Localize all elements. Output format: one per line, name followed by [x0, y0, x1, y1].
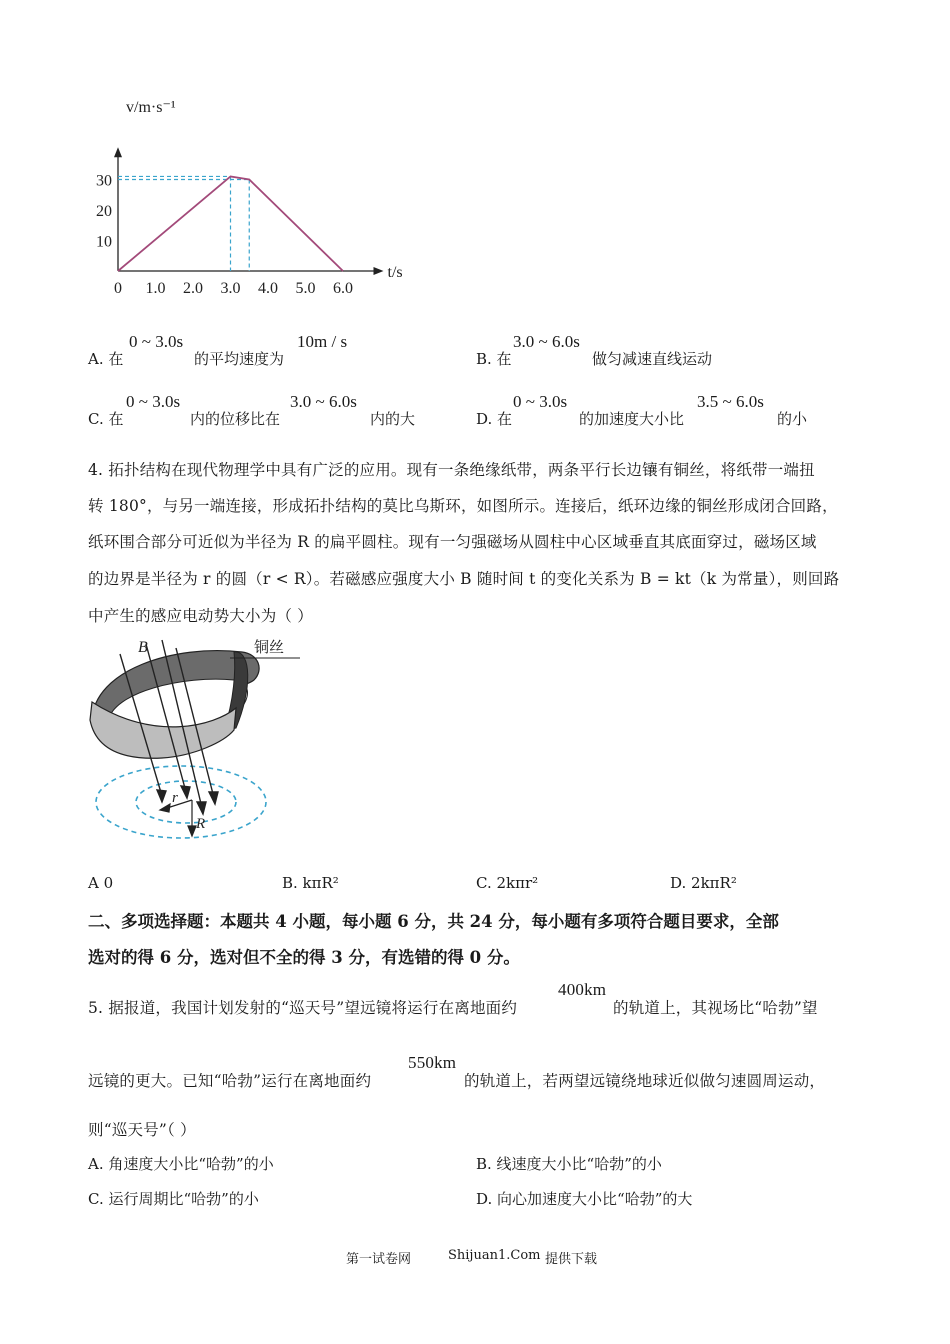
- q3-d-post: 的小: [777, 410, 808, 428]
- q5-line-1: [88, 980, 868, 1020]
- y-tick-label-1: 20: [96, 203, 112, 220]
- label-r: r: [172, 790, 178, 806]
- footer-download: 提供下载: [545, 1252, 598, 1267]
- q5-line-2: [88, 1053, 868, 1093]
- q4-line-1: 4. 拓扑结构在现代物理学中具有广泛的应用。现有一条绝缘纸带，两条平行长边镶有铜丝，将纸带一端扭: [88, 461, 815, 479]
- x-tick-label-6: 6.0: [333, 280, 353, 297]
- x-axis-arrow: [374, 267, 384, 275]
- q3-c-mid: 内的位移比在: [190, 410, 281, 428]
- y-tick-label-0: 10: [96, 233, 112, 251]
- q5-option-a[interactable]: A. 角速度大小比“哈勃”的小: [88, 1155, 274, 1173]
- q5-line-2-post: 的轨道上，若两望远镜绕地球近似做匀速圆周运动，: [464, 1072, 826, 1090]
- q5-line-2-math: 550km: [408, 1053, 457, 1072]
- x-tick-label-1: 1.0: [145, 280, 166, 297]
- q5-line-1-pre: 5. 据报道，我国计划发射的“巡天号”望远镜将运行在离地面约: [88, 999, 518, 1017]
- q3-d-math-2: 3.5 ~ 6.0s: [697, 392, 764, 411]
- label-wire: 铜丝: [254, 640, 285, 656]
- q3-b-prefix: B. 在: [476, 350, 512, 368]
- x-axis-label: t/s: [387, 264, 403, 281]
- q3-c-math-1: 0 ~ 3.0s: [126, 392, 181, 411]
- x-tick-label-4: 4.0: [258, 280, 278, 297]
- q3-a-math-1: 0 ~ 3.0s: [129, 332, 184, 351]
- q5-option-b[interactable]: B. 线速度大小比“哈勃”的小: [476, 1155, 662, 1173]
- q5-option-d[interactable]: D. 向心加速度大小比“哈勃”的大: [476, 1190, 693, 1208]
- q5-line-2-pre: 远镜的更大。已知“哈勃”运行在离地面约: [88, 1072, 372, 1090]
- y-axis-label: v/m·s⁻¹: [126, 99, 176, 116]
- q4-line-4: 的边界是半径为 r 的圆（r < R）。若磁感应强度大小 B 随时间 t 的变化关系为 B = kt（k 为常量），则回路: [88, 570, 840, 588]
- section2-heading-line-1: 二、多项选择题：本题共 4 小题，每小题 6 分，共 24 分，每小题有多项符合题目要求，全部: [88, 912, 779, 931]
- q3-a-math-2: 10m / s: [297, 332, 348, 351]
- q3-c-math-2: 3.0 ~ 6.0s: [290, 392, 357, 411]
- section2-heading-line-2: 选对的得 6 分，选对但不全的得 3 分，有选错的得 0 分。: [88, 948, 520, 967]
- x-tick-label-2: 2.0: [183, 280, 203, 297]
- x-tick-label-0: 0: [114, 280, 122, 297]
- q3-b-post: 做匀减速直线运动: [592, 350, 713, 368]
- q3-c-prefix: C. 在: [88, 410, 124, 428]
- q4-option-b[interactable]: B. kπR²: [282, 874, 339, 892]
- label-R: R: [196, 816, 206, 832]
- q4-option-c[interactable]: C. 2kπr²: [476, 874, 539, 892]
- q4-line-3: 纸环围合部分可近似为半径为 R 的扁平圆柱。现有一匀强磁场从圆柱中心区域垂直其底面穿过，磁场区域: [88, 533, 817, 551]
- y-tick-label-2: 30: [96, 172, 112, 190]
- q3-d-prefix: D. 在: [476, 410, 513, 428]
- vt-chart: [80, 88, 420, 308]
- x-tick-label-3: 3.0: [220, 280, 241, 297]
- q5-line-3: 则“巡天号”（ ）: [88, 1121, 196, 1139]
- q3-d-mid: 的加速度大小比: [579, 410, 685, 428]
- q3-c-post: 内的大: [370, 410, 416, 428]
- q5-line-1-post: 的轨道上，其视场比“哈勃”望: [613, 999, 818, 1017]
- footer-site-name: 第一试卷网: [346, 1252, 412, 1267]
- q3-a-mid: 的平均速度为: [194, 350, 285, 368]
- q3-a-prefix: A. 在: [88, 350, 124, 368]
- q4-option-d[interactable]: D. 2kπR²: [670, 874, 737, 892]
- q5-line-1-math: 400km: [558, 980, 607, 999]
- q3-b-math-1: 3.0 ~ 6.0s: [513, 332, 580, 351]
- q5-option-c[interactable]: C. 运行周期比“哈勃”的小: [88, 1190, 259, 1208]
- mobius-ring-figure: [84, 630, 314, 850]
- q4-option-a[interactable]: A 0: [88, 874, 114, 892]
- footer-site-url[interactable]: Shijuan1.Com: [448, 1248, 541, 1263]
- q3-d-math-1: 0 ~ 3.0s: [513, 392, 568, 411]
- q4-line-5: 中产生的感应电动势大小为（ ）: [88, 607, 313, 625]
- x-tick-label-5: 5.0: [295, 280, 316, 297]
- y-axis-arrow: [114, 147, 122, 157]
- q4-line-2: 转 180°，与另一端连接，形成拓扑结构的莫比乌斯环，如图所示。连接后，纸环边缘的铜丝形成闭合回路，: [88, 497, 838, 515]
- label-B: B: [138, 639, 148, 656]
- field-boundary-outer: [96, 766, 266, 838]
